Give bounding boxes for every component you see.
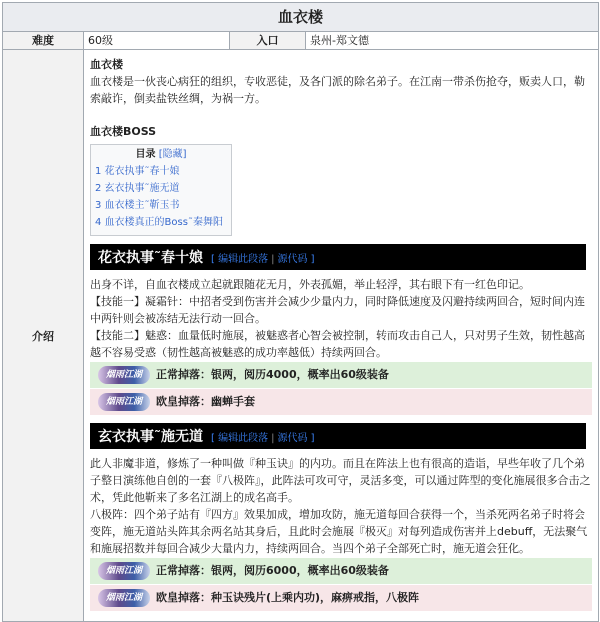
difficulty-label: 难度: [3, 32, 84, 50]
source-link-1[interactable]: 源代码: [277, 253, 308, 265]
section-1-para-1: 出身不详，自血衣楼成立起就跟随花无月，外表孤媚，举止轻浮，其右眼下有一红色印记。: [90, 278, 530, 291]
drop-text: 欧皇掉落：种玉诀残片(上乘内功)，麻痹戒指，八极阵: [156, 591, 420, 604]
intro-content: [84, 50, 599, 622]
toc-item-1[interactable]: 1 花衣执事˜春十娘: [95, 166, 180, 177]
game-logo-icon: 烟雨江湖: [98, 393, 150, 411]
intro-text: 血衣楼是一伙丧心病狂的组织，专收恶徒，及各门派的除名弟子。在江南一带杀伤抢夺，贩卖人口，勒索敲诈，倒卖盐铁丝绸，为祸一方。: [90, 75, 585, 105]
intro-label: 介绍: [3, 50, 84, 622]
intro-heading: 血衣楼: [90, 58, 123, 71]
game-logo-icon: 烟雨江湖: [98, 589, 150, 607]
section-header-2: 玄衣执事˜施无道 [ 编辑此段落 | 源代码 ]: [90, 423, 586, 449]
game-logo-icon: 烟雨江湖: [98, 366, 150, 384]
edit-section-link-1[interactable]: 编辑此段落: [218, 253, 269, 265]
entrance-label: 入口: [230, 32, 306, 50]
drop-text: 欧皇掉落：幽蝉手套: [156, 395, 255, 408]
game-logo-icon: 烟雨江湖: [98, 562, 150, 580]
boss-heading: 血衣楼BOSS: [90, 125, 157, 138]
section-header-1: 花衣执事˜春十娘 [ 编辑此段落 | 源代码 ]: [90, 244, 586, 270]
section-title-2: 玄衣执事˜施无道: [98, 429, 203, 445]
drop-text: 正常掉落：银两，阅历4000，概率出60级装备: [156, 368, 389, 381]
section-1-para-2: 【技能一】凝霜针：中招者受到伤害并会减少少量内力，同时降低速度及闪避持续两回合，短时间内连中两针则会被冻结无法行动一回合。: [90, 295, 585, 325]
difficulty-value: 60级: [84, 32, 230, 50]
section-title-1: 花衣执事˜春十娘: [98, 250, 203, 266]
drop-text: 正常掉落：银两，阅历6000，概率出60级装备: [156, 564, 389, 577]
infobox-table: [2, 2, 599, 622]
edit-section-link-2[interactable]: 编辑此段落: [218, 432, 269, 444]
table-of-contents: [90, 144, 232, 236]
toc-item-3[interactable]: 3 血衣楼主˜靳玉书: [95, 200, 180, 211]
source-link-2[interactable]: 源代码: [277, 432, 308, 444]
drop-row-rare-1: [90, 389, 592, 415]
page-title: 血衣楼: [3, 3, 599, 32]
toc-item-2[interactable]: 2 玄衣执事˜施无道: [95, 183, 180, 194]
toc-toggle-link[interactable]: [隐藏]: [158, 149, 187, 160]
entrance-value: 泉州-郑文德: [306, 32, 599, 50]
toc-title: 目录: [135, 149, 156, 160]
section-1-para-3: 【技能二】魅惑：血量低时施展，被魅惑者心智会被控制，转而攻击自己人，只对男子生效，韧性越高越不容易受惑（韧性越高被魅惑的成功率越低）持续两回合。: [90, 329, 585, 359]
drop-row-normal-1: [90, 362, 592, 388]
section-2-para-2: 八极阵：四个弟子站有『四方』效果加成，增加攻防，施无道每回合获得一个，当杀死两名弟子时将会变阵，施无道站头阵其余两名站其身后，且此时会施展『极灭』对每列造成伤害并上debuff，无法聚气和施展招数并每回合减少大量内力，持续两回合。当四个弟子全部死亡时，施无道会狂化。: [90, 508, 588, 555]
section-2-para-1: 此人非魔非道，修炼了一种叫做『种玉诀』的内功。而且在阵法上也有很高的造诣，早些年收了几个弟子整日演练他自创的一套『八极阵』，此阵法可攻可守，灵活多变，可以通过阵型的变化施展很多合击之术，凭此他靳来了多名江湖上的成名高手。: [90, 457, 591, 504]
drop-row-rare-2: [90, 585, 592, 611]
toc-item-4[interactable]: 4 血衣楼真正的Boss˜秦舞阳: [95, 217, 223, 228]
drop-row-normal-2: [90, 558, 592, 584]
